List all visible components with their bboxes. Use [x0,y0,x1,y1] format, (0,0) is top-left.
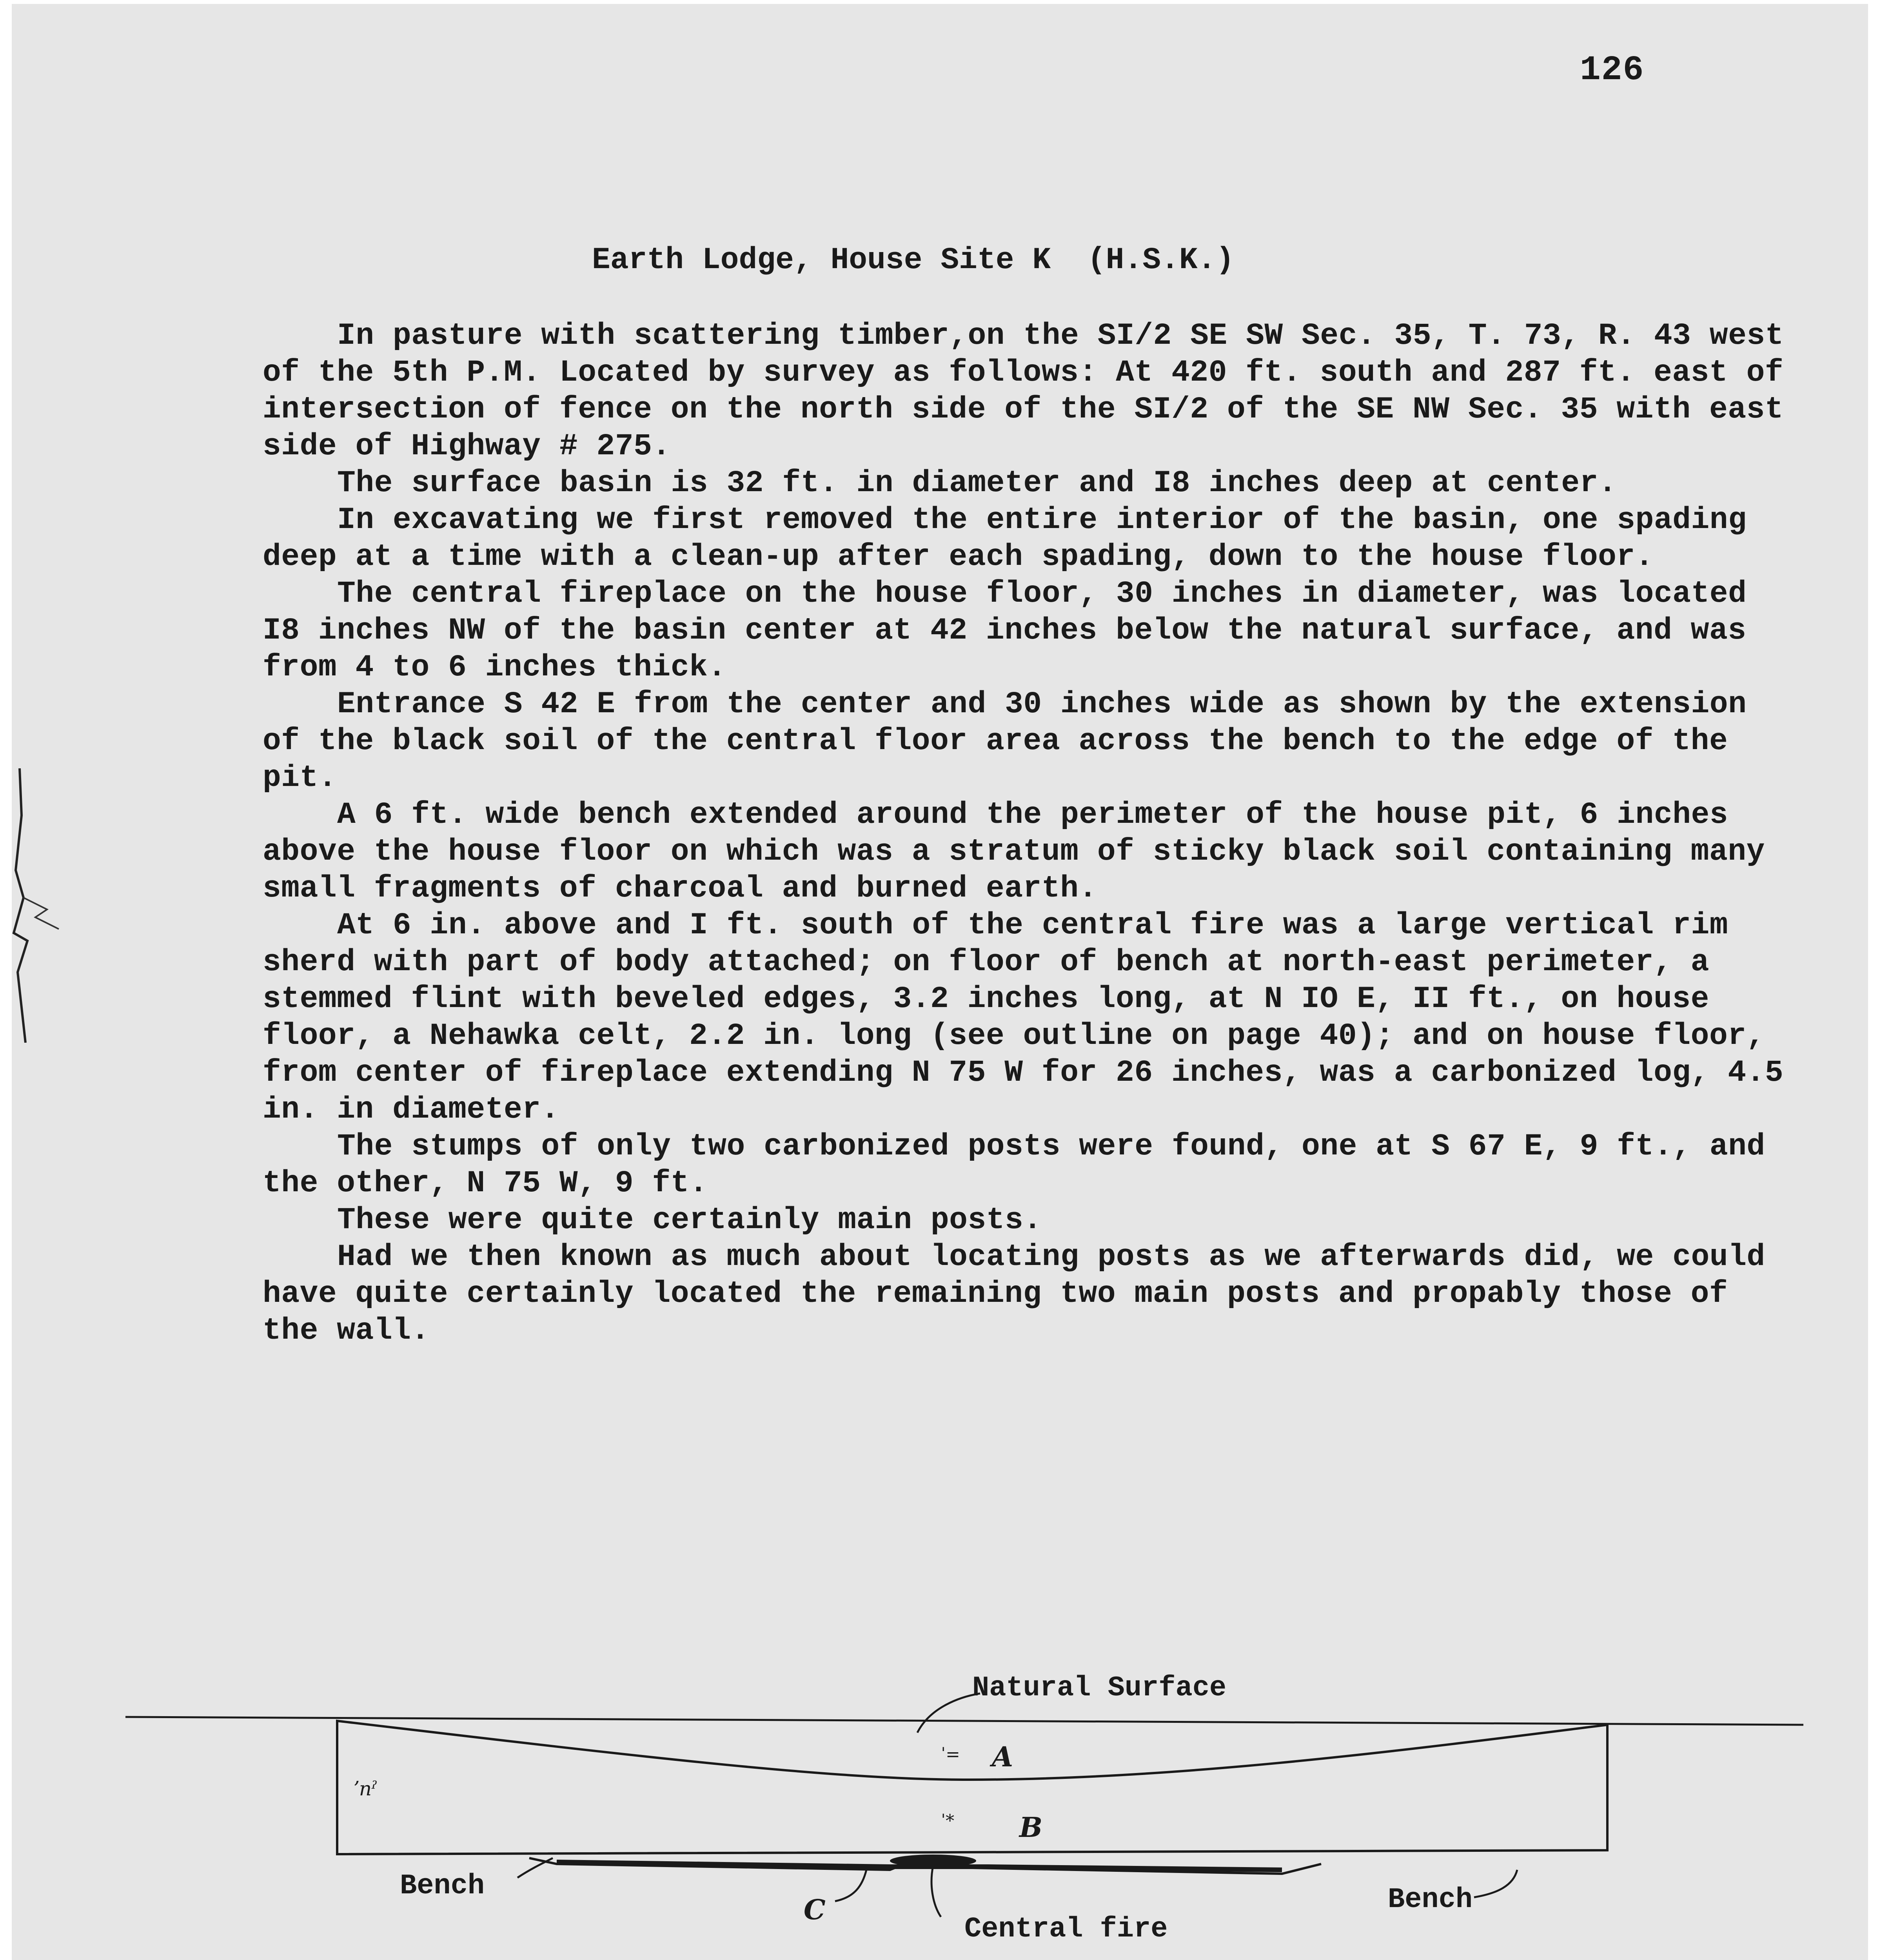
paragraph: In excavating we first removed the entire interior of the basin, one spading deep at a time with a clean-up after each spading, down to the house floor. [263,503,1747,574]
paragraph: In pasture with scattering timber,on the SI/2 SE SW Sec. 35, T. 73, R. 43 west of the 5th P.M. Located by survey as follows: At 420 ft. south and 287 ft. east of intersection of fence on the north side of the SI/2 of the SE NW Sec. 35 with east side of Highway # 275. [263,319,1784,464]
natural-surface-line [125,1717,1803,1725]
paragraph: These were quite certainly main posts. [337,1203,1042,1238]
basin-outline [337,1721,1607,1854]
central-fire-mark [890,1855,976,1867]
label-c: C [804,1893,826,1926]
natural-surface-label: Natural Surface [972,1672,1227,1704]
paragraph: At 6 in. above and I ft. south of the central fire was a large vertical rim sherd with part of body attached; on floor of bench at north-east perimeter, a stemmed flint with beveled edges, 3.2 inches long, at N IO E, II ft., on house floor, a Nehawka celt, 2.2 in. long (see outline on page 40); and on house floor, from center of fireplace extending N 75 W for 26 inches, was a carbonized log, 4.5 in. in diameter. [263,908,1784,1127]
svg-text:ʼnˀ: ʼnˀ [353,1777,378,1800]
paragraph: The stumps of only two carbonized posts were found, one at S 67 E, 9 ft., and the other, N 75 W, 9 ft. [263,1129,1765,1201]
bench-left-label: Bench [400,1870,485,1902]
binding-thread-mark [12,768,71,1043]
label-a: A [992,1740,1013,1773]
paragraph: The surface basin is 32 ft. in diameter and I8 inches deep at center. [337,466,1617,501]
svg-text:ˈ=: ˈ= [941,1744,960,1764]
bench-right-pointer [1474,1870,1517,1897]
label-b: B [1019,1811,1043,1844]
body-text [263,318,1792,1349]
central-fire-pointer [931,1866,941,1917]
document-page [12,4,1868,1960]
page-title: Earth Lodge, House Site K (H.S.K.) [592,243,1235,278]
house-profile-figure [125,1666,1803,1960]
paragraph: A 6 ft. wide bench extended around the perimeter of the house pit, 6 inches above the house floor on which was a stratum of sticky black soil containing many small fragments of charcoal and burned earth. [263,798,1765,906]
svg-text:ˈ*: ˈ* [941,1811,955,1831]
natural-surface-pointer [917,1693,980,1733]
central-fire-label: Central fire [964,1913,1168,1945]
paragraph: The central fireplace on the house floor, 30 inches in diameter, was located I8 inches NW of the basin center at 42 inches below the natural surface, and was from 4 to 6 inches thick. [263,577,1747,685]
bench-right-label: Bench [1388,1884,1473,1916]
page-number: 126 [1580,51,1645,90]
stratum-c-pointer [835,1870,866,1901]
bench-left-pointer [517,1858,553,1878]
paragraph: Had we then known as much about locating posts as we afterwards did, we could have quite certainly located the remaining two main posts and propably those of the wall. [263,1240,1765,1348]
paragraph: Entrance S 42 E from the center and 30 inches wide as shown by the extension of the black soil of the central floor area across the bench to the edge of the pit. [263,687,1747,795]
